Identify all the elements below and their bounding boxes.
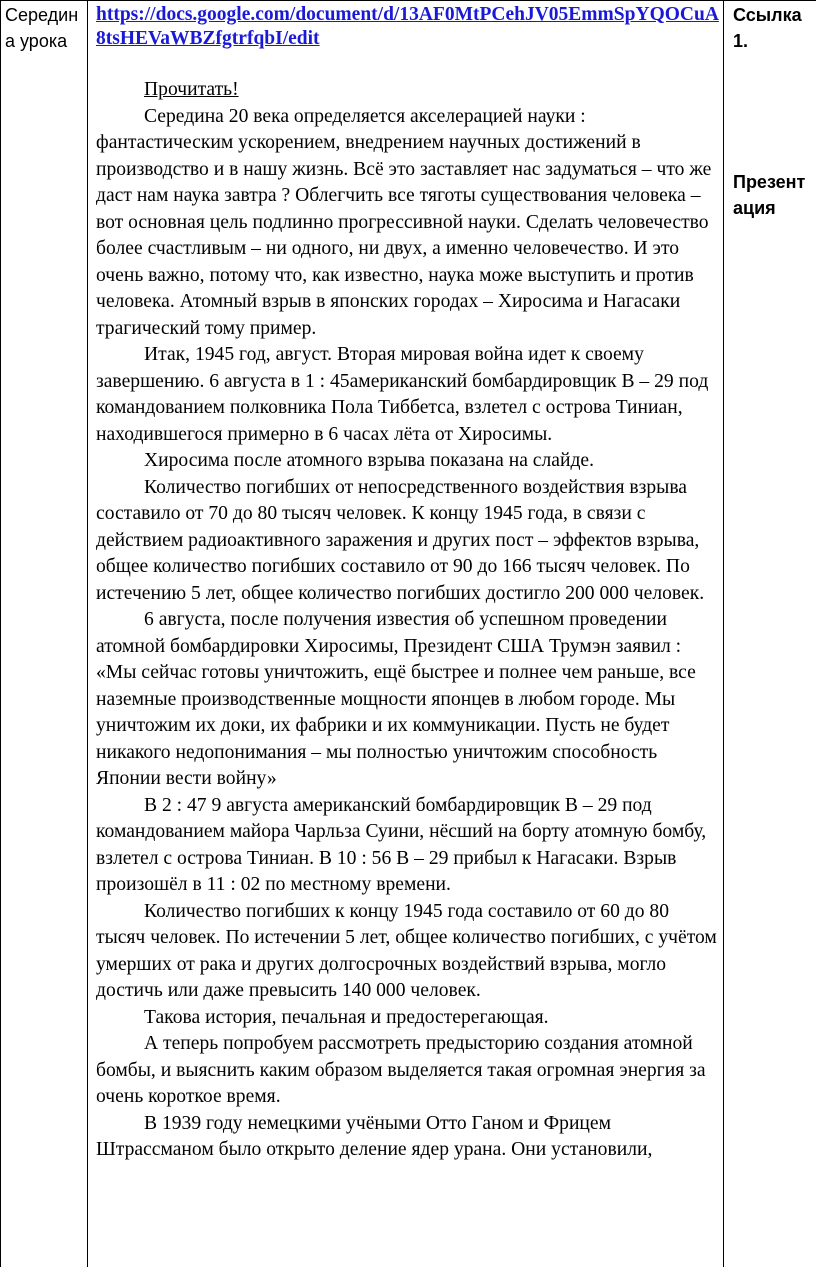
lesson-text	[88, 51, 723, 1267]
lesson-stage-label: Середина урока	[5, 5, 79, 51]
paragraph: В 2 : 47 9 августа американский бомбардировщик В – 29 под командованием майора Чарльза Суини, нёсший на борту атомную бомбу, взлетел с острова Тиниан. В 10 : 56 В – 29 прибыл к Нагасаки. Взрыв произошёл в 11 : 02 по местному времени.	[96, 794, 707, 895]
paragraph: Середина 20 века определяется акселерацией науки : фантастическим ускорением, внедрением научных достижений в производство и в нашу жизнь. Всё это заставляет нас задуматься – что же даст нам наука завтра ? Облегчить все тяготы существования человека – вот основная цель подлинно прогрессивной науки. Сделать человечество более счастливым – ни одного, ни двух, а именно человечество. И это очень важно, потому что, как известно, наука може выступить и против человека. Атомный взрыв в японских городах – Хиросима и Нагасаки трагический тому пример.	[96, 105, 712, 339]
presentation-label: Презентация	[733, 172, 806, 218]
table-row	[1, 1, 816, 1267]
paragraph: Количество погибших к концу 1945 года составило от 60 до 80 тысяч человек. По истечении 5 лет, общее количество погибших, с учётом умерших от рака и других долгосрочных воздействий взрыва, могло достичь или даже превысить 140 000 человек.	[96, 900, 717, 1001]
content-cell	[88, 1, 724, 1267]
link-reference-label: Ссылка 1.	[733, 5, 802, 51]
paragraph: 6 августа, после получения известия об успешном проведении атомной бомбардировки Хиросимы, Президент США Трумэн заявил : «Мы сейчас готовы уничтожить, ещё быстрее и полнее чем раньше, все наземные производственные мощности японцев в любом городе. Мы уничтожим их доки, их фабрики и их коммуникации. Пусть не будет никакого недопонимания – мы полностью уничтожим способность Японии вести войну»	[96, 609, 696, 789]
paragraph: Итак, 1945 год, август. Вторая мировая война идет к своему завершению. 6 августа в 1 : 45американский бомбардировщик В – 29 под командованием полковника Пола Тиббетса, взлетел с острова Тиниан, находившегося примерно в 6 часах лёта от Хиросимы.	[96, 344, 709, 445]
paragraph: В 1939 году немецкими учёными Отто Ганом и Фрицем Штрассманом было открыто деление ядер урана. Они установили,	[96, 1112, 653, 1160]
read-heading: Прочитать!	[144, 79, 239, 100]
resources-cell	[724, 1, 816, 1267]
paragraph: Количество погибших от непосредственного воздействия взрыва составило от 70 до 80 тысяч человек. К концу 1945 года, в связи с действием радиоактивного заражения и других пост – эффектов взрыва, общее количество погибших составило от 90 до 166 тысяч человек. По истечению 5 лет, общее количество погибших достигло 200 000 человек.	[96, 476, 705, 604]
stage-cell	[1, 1, 88, 1267]
paragraph: А теперь попробуем рассмотреть предысторию создания атомной бомбы, и выяснить каким образом выделяется такая огромная энергия за очень короткое время.	[96, 1033, 706, 1107]
paragraph: Такова история, печальная и предостерегающая.	[144, 1006, 549, 1028]
google-docs-link[interactable]: https://docs.google.com/document/d/13AF0MtPCehJV05EmmSpYQOCuA8tsHEVaWBZfgtrfqbI/edit	[96, 4, 719, 49]
paragraph: Хиросима после атомного взрыва показана на слайде.	[144, 450, 595, 471]
